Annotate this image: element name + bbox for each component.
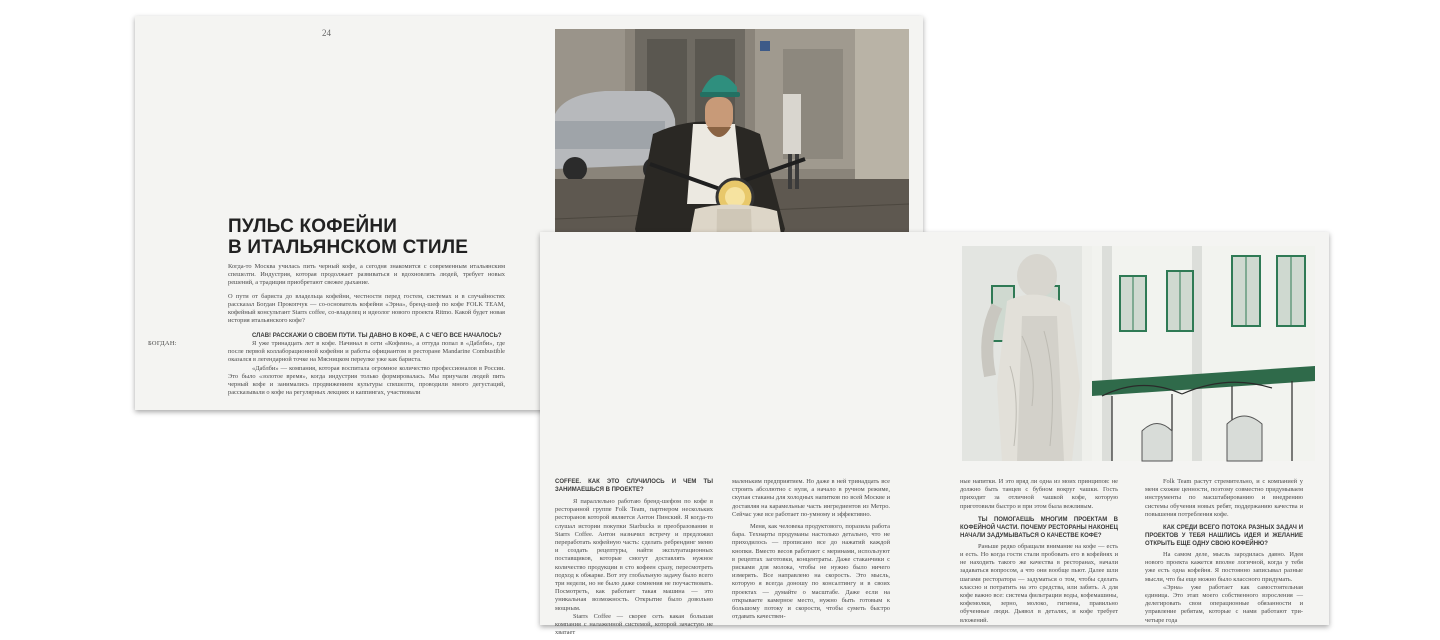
- statue-illustration: [962, 246, 1315, 461]
- text-paragraph: Starrs Coffee — скорее сеть какая большая компания с налаженной системой, которой зачастую не хватает: [555, 612, 713, 637]
- text-column-2: [732, 478, 890, 621]
- answer-paragraph: «Даблби» — компания, которая воспитала огромное количество профессионалов в России. Это было «золотое время», когда индустрия только формировалась. Мы приучали людей пить черный кофе и занимались продвижением культуры спешелти, проводили много дегустаций, рассказывали о кофе на регулярных лекциях и каппингах, участвовали: [228, 364, 505, 397]
- question-heading: КАК СРЕДИ ВСЕГО ПОТОКА РАЗНЫХ ЗАДАЧ И ПРОЕКТОВ У ТЕБЯ НАШЛИСЬ ИДЕЯ И ЖЕЛАНИЕ ОТКРЫТЬ ЕЩЕ ОДНУ СВОЮ КОФЕЙНЮ?: [1145, 525, 1303, 548]
- text-column-1: [555, 478, 713, 637]
- text-paragraph: На самом деле, мысль зародилась давно. Идея нового проекта кажется вполне логичной, когда у тебя уже есть одна кофейня. Я постоянно записывал разные мысли, что бы еще можно было классного придумать.: [1145, 551, 1303, 583]
- photo-statue-building: [962, 246, 1315, 461]
- lead-paragraph: О пути от бариста до владельца кофейни, честности перед гостем, системах и в случайностях рассказал Богдан Прокопчук — со-основатель кофейни «Эрна», бренд-шеф по кофе FOLK TEAM, кофейный консультант Starrs coffee, со-владелец и идеолог нового проекта Ritmo. Какой будет новая история итальянского кофе?: [228, 292, 505, 325]
- speaker-label: БОГДАН:: [148, 340, 177, 347]
- lead-text: [228, 263, 505, 325]
- interview-column: [228, 332, 505, 397]
- text-paragraph: «Эрна» уже работает как самостоятельная единица. Это этап моего собственного взросления — делегировать свои операционные обязанности и управление ребятам, которые с нами работают три-четыре года: [1145, 583, 1303, 624]
- text-paragraph: Меня, как человека продуктового, поразила работа бара. Технарты продуманы настолько детально, что не приходилось — прописано все до нажатий каждой кнопки. Вместо весов работают с меринами, используют в рецептах заготовки, концентраты. Даже стаканчики с рисками для молока, чтобы не нужно было ничего измерять. Все направлено на скорость. Это мысль, которую я всегда доношу по консалтингу и в своих проектах — думайте о масштабе. Даже если на открываете камерное место, нужно быть готовым к большому потоку и скорости, чтобы суметь быстро отдавать качествен-: [732, 523, 890, 621]
- lead-paragraph: Когда-то Москва училась пить черный кофе, а сегодня знакомится с современным итальянским спешелти. Индустрия, которая продолжает развиваться и вдохновлять людей, требует новых решений, а традиции приобретают свежее дыхание.: [228, 263, 505, 287]
- text-paragraph: Folk Team растут стремительно, и с компанией у меня схожие ценности, поэтому совместно придумываем инструменты по масштабированию и внедрению системы обучения новых ребят, поддержанию качества и повышения потребления кофе.: [1145, 478, 1303, 518]
- question-heading: COFFEE. КАК ЭТО СЛУЧИЛОСЬ И ЧЕМ ТЫ ЗАНИМАЕШЬСЯ В ПРОЕКТЕ?: [555, 479, 713, 493]
- text-paragraph: ные напитки. И это вряд ли одна из моих принципов: не должно быть танцев с бубном вокруг чашки. Гость приходит за отличной чашкой кофе, которую приготовили быстро и при этом была вежливым.: [960, 478, 1118, 510]
- title-line-2: В ИТАЛЬЯНСКОМ СТИЛЕ: [228, 237, 469, 258]
- text-paragraph: Я параллельно работаю бренд-шефом по кофе в ресторанной группе Folk Team, партнером нескольких ресторанов которой является Антон Пинский. Я когда-то слушал истории покупки Starbucks и преобразования в Starrs Coffee. Антон назначил встречу и предложил переработать кофейную часть: сделать ребрендинг меню и создать рецептуры, найти эксплуатационных поставщиков, которые смогут доставлять нужное количество продукции в сто кофеен сразу, пересмотреть подход к обжарке. Вот эту глобальную задачу было всего три недели, но не было даже сомнения не поучаствовать. Посмотреть, как работает такая машина — это уникальная возможность. Открытие было довольно мощным.: [555, 498, 713, 612]
- text-column-3: [960, 478, 1118, 625]
- text-column-4: [1145, 478, 1303, 625]
- question-heading: ТЫ ПОМОГАЕШЬ МНОГИМ ПРОЕКТАМ В КОФЕЙНОЙ ЧАСТИ. ПОЧЕМУ РЕСТОРАНЫ НАКОНЕЦ НАЧАЛИ ЗАДУМЫВАТЬСЯ О КАЧЕСТВЕ КОФЕ?: [960, 516, 1118, 539]
- magazine-spread-bottom: [540, 232, 1329, 637]
- text-paragraph: Раньше редко обращали внимание на кофе — есть и есть. Но когда гости стали пробовать его в кофейнях и не находить такого же качества в ресторанах, начали задаваться вопросом, а что они вообще пьют. Далее шли шагами ресторатора — задуматься о том, чтобы сделать классно и потратить на это средства, или забить. А для кофе важно все: система фильтрации воды, кофемашины, кофемолки, зерно, молоко, гигиена, правильно обученные люди. Дьявол в деталях, и кофе требует вложений.: [960, 542, 1118, 624]
- answer-paragraph: Я уже тринадцать лет в кофе. Начинал в сети «Кофеин», а оттуда попал в «Даблби», где после первой коллаборационной кофейни и работы официантом в ресторане Mandarine Combustible оказался в легендарной точке на Мясницком переулке уже как бариста.: [228, 340, 505, 364]
- page-number: 24: [322, 28, 331, 38]
- text-paragraph: маленьким предприятием. Но даже в ней тринадцать все строить абсолютно с нуля, а начало в ручном режиме, скупая стаканы для холодных напитков по всей Москве и доставляя на карамельные часть ингредиентов из Метро. Сейчас уже все работает по-умному и эффективно.: [732, 478, 890, 518]
- article-title: [228, 216, 468, 258]
- question-heading: СЛАВ! РАССКАЖИ О СВОЕМ ПУТИ. ТЫ ДАВНО В КОФЕ, А С ЧЕГО ВСЕ НАЧАЛОСЬ?: [252, 333, 502, 339]
- title-line-1: ПУЛЬС КОФЕЙНИ: [228, 216, 398, 237]
